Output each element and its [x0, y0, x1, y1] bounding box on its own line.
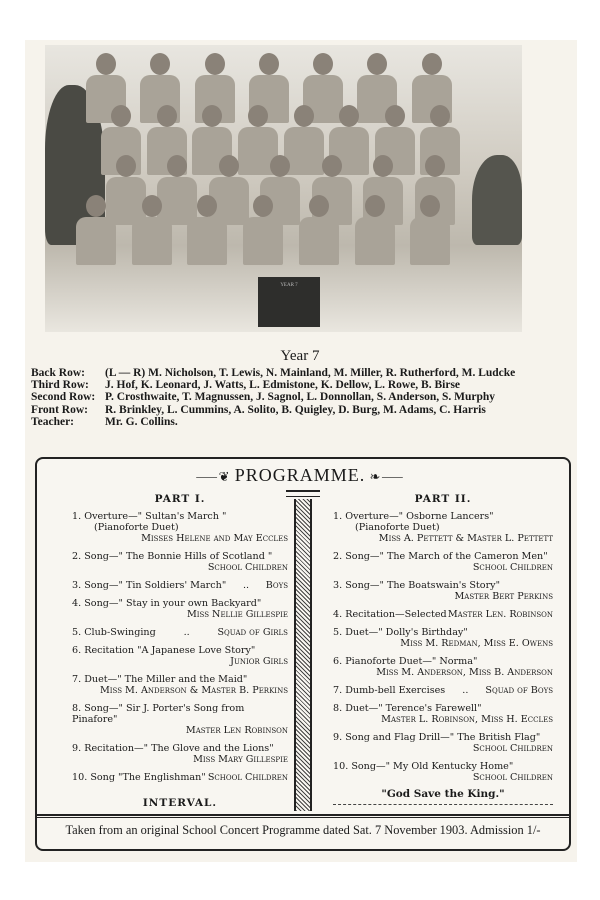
item-performer: Boys	[265, 580, 288, 591]
column-divider	[286, 490, 320, 812]
row-names: P. Crosthwaite, T. Magnussen, J. Sagnol, L. Donnollan, S. Anderson, S. Murphy	[105, 391, 496, 404]
photo-title: Year 7	[280, 348, 320, 364]
part-two	[333, 494, 553, 805]
item-title: Duet—" Dolly's Birthday"	[345, 627, 468, 638]
programme-item	[333, 609, 553, 620]
item-subtitle: (Pianoforte Duet)	[94, 522, 179, 533]
item-title: Song—" The Boatswain's Story"	[345, 580, 500, 591]
item-performer: Master Len Robinson	[185, 725, 288, 736]
item-title: Club-Swinging	[84, 627, 156, 638]
caption-row	[31, 379, 515, 391]
item-number: 8.	[333, 703, 343, 714]
interval-label: INTERVAL.	[142, 797, 218, 809]
item-performer: Squad of Boys	[485, 685, 553, 696]
part-heading: PART I.	[154, 493, 206, 505]
item-number: 2.	[333, 551, 343, 562]
class-photo	[45, 45, 522, 332]
item-title: Recitation "A Japanese Love Story"	[84, 645, 256, 656]
item-number: 2.	[72, 551, 82, 562]
programme-item	[72, 703, 288, 736]
item-performer: Miss Nellie Gillespie	[186, 609, 288, 620]
item-number: 9.	[72, 743, 82, 754]
item-title: Duet—" Terence's Farewell"	[345, 703, 482, 714]
item-number: 10.	[72, 772, 88, 783]
programme-item	[333, 511, 553, 544]
part-one	[72, 494, 288, 790]
item-number: 5.	[72, 627, 82, 638]
caption-row	[31, 367, 515, 379]
programme-item	[72, 743, 288, 765]
leader-dots: ..	[183, 627, 190, 638]
item-number: 7.	[72, 674, 82, 685]
plaque-text: YEAR 7	[280, 283, 298, 288]
item-title: Song—" My Old Kentucky Home"	[351, 761, 514, 772]
student-figure	[298, 195, 340, 265]
programme-item	[72, 645, 288, 667]
item-performer: School Children	[472, 562, 553, 573]
item-title: Song—" Sir J. Porter's Song from Pinafore"	[72, 703, 245, 725]
item-title: Overture—" Osborne Lancers"	[345, 511, 494, 522]
item-performer: Master L. Robinson, Miss H. Eccles	[381, 714, 553, 725]
ornamental-rule	[333, 804, 553, 805]
programme-item	[333, 627, 553, 649]
item-number: 3.	[333, 580, 343, 591]
row-names: R. Brinkley, L. Cummins, A. Solito, B. Quigley, D. Burg, M. Adams, C. Harris	[105, 403, 486, 416]
item-title: Song—" Stay in your own Backyard"	[84, 598, 262, 609]
ornament-icon: ⸺❦	[195, 469, 235, 484]
programme-item	[72, 551, 288, 573]
item-performer: Miss A. Pettett & Master L. Pettett	[378, 533, 553, 544]
item-number: 4.	[72, 598, 82, 609]
student-figure	[186, 195, 228, 265]
leader-dots: ..	[242, 580, 250, 591]
item-title: Song—" The Bonnie Hills of Scotland "	[84, 551, 273, 562]
caption-row	[31, 416, 515, 428]
student-figure	[131, 195, 173, 265]
caption-row	[31, 391, 515, 403]
row-label: Teacher:	[31, 415, 75, 428]
programme-item	[333, 685, 553, 696]
tree	[472, 155, 522, 245]
item-performer: Master Len. Robinson	[447, 609, 553, 620]
programme-title-text: PROGRAMME.	[234, 465, 366, 485]
student-figure	[75, 195, 117, 265]
item-performer: Master Bert Perkins	[454, 591, 553, 602]
programme-title	[0, 465, 600, 486]
programme-item	[72, 580, 288, 591]
item-title: Recitation—Selected	[345, 609, 447, 620]
programme-item	[333, 703, 553, 725]
item-performer: Miss M. Redman, Miss E. Owens	[400, 638, 553, 649]
programme-item	[72, 674, 288, 696]
programme-item	[72, 598, 288, 620]
caption-row	[31, 404, 515, 416]
programme-item	[72, 511, 288, 544]
item-number: 7.	[333, 685, 343, 696]
programme-item	[333, 761, 553, 783]
item-number: 4.	[333, 609, 343, 620]
row-label: Third Row:	[31, 379, 89, 392]
programme-item	[333, 551, 553, 573]
footer-note: Taken from an original School Concert Programme dated Sat. 7 November 1903. Admission 1/-	[65, 823, 541, 837]
programme-item	[333, 656, 553, 678]
item-performer: Misses Helene and May Eccles	[141, 533, 288, 544]
photo-caption	[31, 367, 515, 428]
item-performer: Miss Mary Gillespie	[193, 754, 288, 765]
item-performer: Miss M. Anderson & Master B. Perkins	[99, 685, 288, 696]
closing-anthem: "God Save the King."	[381, 788, 505, 800]
item-title: Dumb-bell Exercises	[345, 685, 446, 696]
student-figure	[242, 195, 284, 265]
item-title: Overture—" Sultan's March "	[84, 511, 227, 522]
row-label: Back Row:	[31, 367, 85, 379]
programme-item	[333, 580, 553, 602]
leader-dots: ..	[462, 685, 469, 696]
item-number: 10.	[333, 761, 349, 772]
part-heading: PART II.	[414, 493, 472, 505]
item-title: Song—" Tin Soldiers' March"	[84, 580, 227, 591]
item-number: 3.	[72, 580, 82, 591]
item-title: Song—" The March of the Cameron Men"	[345, 551, 548, 562]
row-names: Mr. G. Collins.	[105, 415, 178, 428]
divider-line	[37, 814, 569, 818]
item-number: 6.	[72, 645, 82, 656]
item-performer: Squad of Girls	[217, 627, 288, 638]
item-performer: Junior Girls	[230, 656, 288, 667]
item-number: 6.	[333, 656, 343, 667]
item-number: 1.	[333, 511, 343, 522]
item-number: 8.	[72, 703, 82, 714]
item-number: 1.	[72, 511, 82, 522]
programme-item	[72, 627, 288, 638]
item-title: Duet—" The Miller and the Maid"	[84, 674, 248, 685]
row-label: Front Row:	[31, 403, 88, 416]
item-performer: School Children	[472, 772, 553, 783]
item-performer: School Children	[207, 772, 288, 783]
item-number: 5.	[333, 627, 343, 638]
item-title: Song and Flag Drill—" The British Flag"	[345, 732, 541, 743]
item-title: Song "The Englishman"	[90, 772, 206, 783]
row-names: (L — R) M. Nicholson, T. Lewis, N. Mainland, M. Miller, R. Rutherford, M. Ludcke	[105, 367, 516, 379]
item-subtitle: (Pianoforte Duet)	[355, 522, 440, 533]
row-label: Second Row:	[31, 391, 96, 404]
item-title: Pianoforte Duet—" Norma"	[345, 656, 478, 667]
item-performer: Miss M. Anderson, Miss B. Anderson	[376, 667, 553, 678]
student-figure	[409, 195, 451, 265]
item-performer: School Children	[472, 743, 553, 754]
programme-item	[333, 732, 553, 754]
ornament-icon: ❧⸺	[365, 469, 405, 484]
programme-item	[72, 772, 288, 783]
item-performer: School Children	[207, 562, 288, 573]
item-title: Recitation—" The Glove and the Lions"	[84, 743, 274, 754]
student-figure	[354, 195, 396, 265]
class-plaque	[258, 277, 320, 327]
row-names: J. Hof, K. Leonard, J. Watts, L. Edmistone, K. Dellow, L. Rowe, B. Birse	[105, 379, 461, 392]
item-number: 9.	[333, 732, 343, 743]
